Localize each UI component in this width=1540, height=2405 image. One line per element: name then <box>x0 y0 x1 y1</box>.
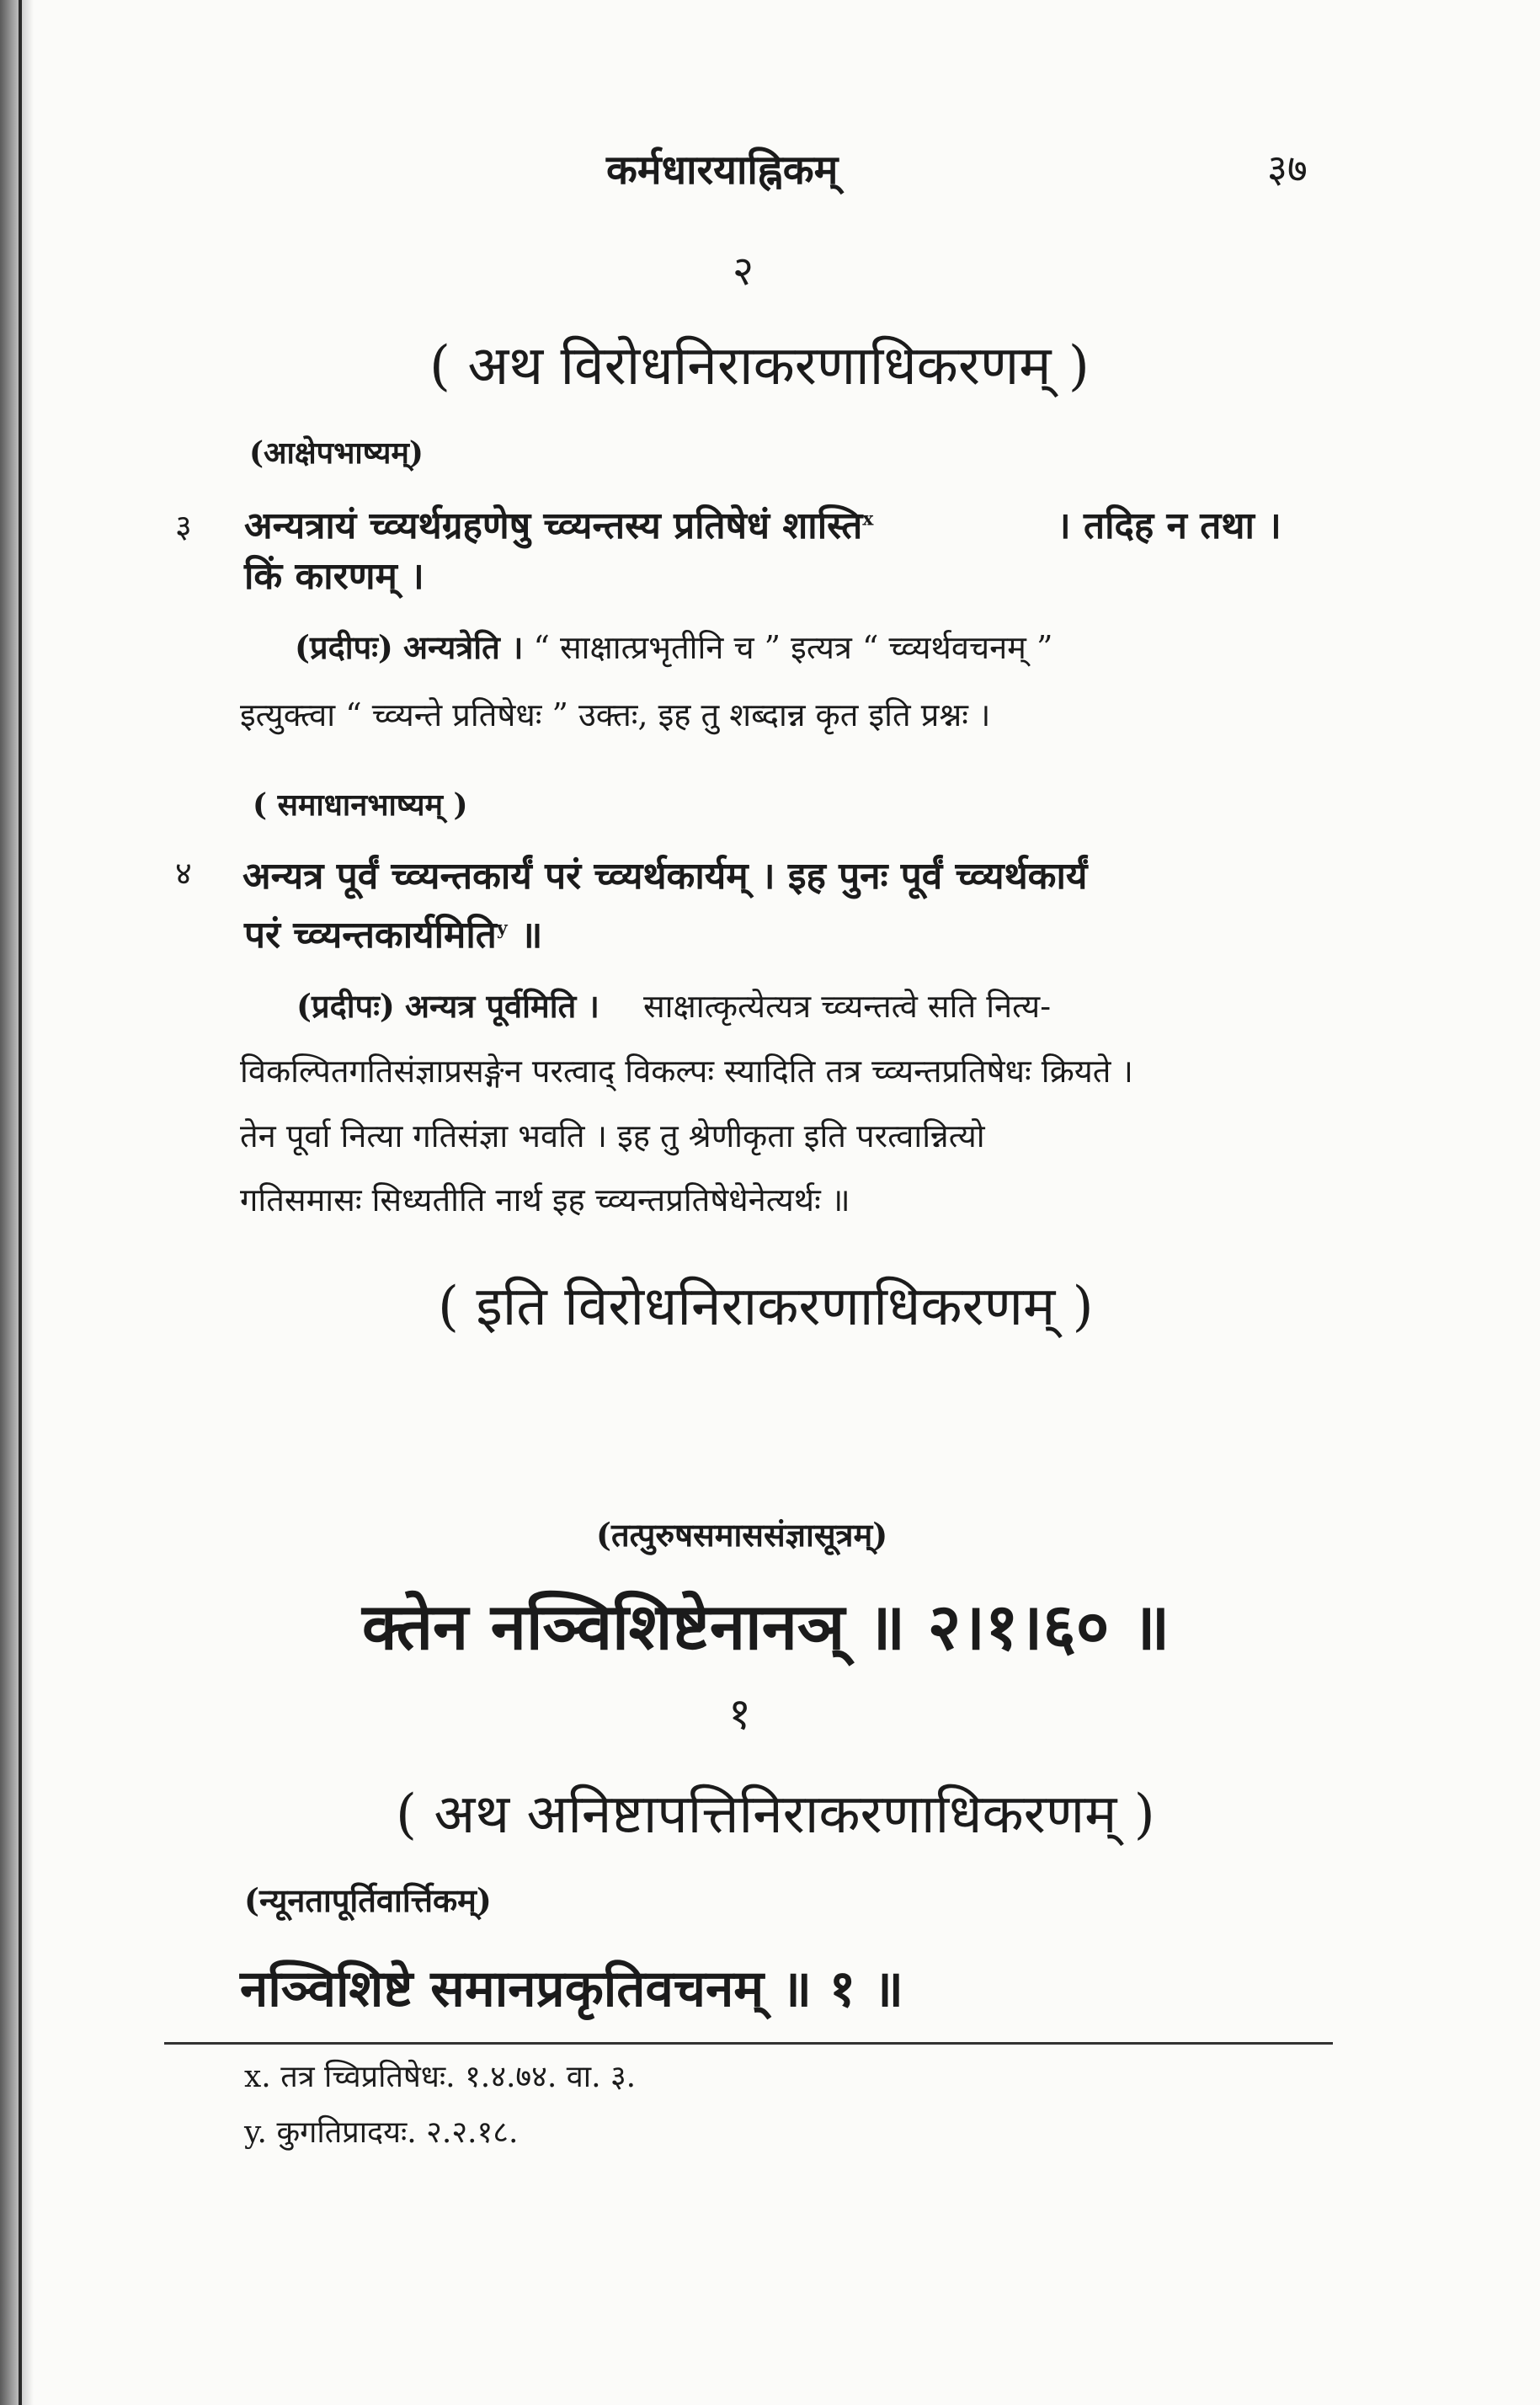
bhashya-line: किं कारणम् । <box>244 555 424 598</box>
pradipa-commentary-line: इत्युक्त्वा “ च्व्यन्ते प्रतिषेधः ” उक्तः, इह तु शब्दान्न कृत इति प्रश्नः । <box>240 696 991 733</box>
pradipa-head: अन्यत्रेति । <box>402 628 524 666</box>
section-end-title: ( इति विरोधनिराकरणाधिकरणम् ) <box>438 1276 1094 1338</box>
pradipa-commentary-line: तेन पूर्वा नित्या गतिसंज्ञा भवति । इह तु श्रेणीकृता इति परत्वान्नित्यो <box>240 1117 985 1155</box>
section-title: ( अथ विरोधनिराकरणाधिकरणम् ) <box>429 335 1090 397</box>
binding-shadow-line <box>19 0 22 2405</box>
vartika-text: नञ्विशिष्टे समानप्रकृतिवचनम् ॥ १ ॥ <box>240 1960 903 2018</box>
pradipa-label: (प्रदीपः) <box>295 628 393 666</box>
running-header-title: कर्मधारयाह्निकम् <box>606 147 839 194</box>
vartika-label: (न्यूनतापूर्तिवार्त्तिकम्) <box>244 1881 492 1919</box>
pradipa-commentary-line: विकल्पितगतिसंज्ञाप्रसङ्गेन परत्वाद् विकल्पः स्यादिति तत्र च्व्यन्तप्रतिषेधः क्रियते । <box>240 1053 1133 1090</box>
pradipa-commentary-line <box>295 625 1052 669</box>
bhashya-line-end: । तदिह न तथा । <box>1057 504 1282 547</box>
bhashya-text: अन्यत्रायं च्व्यर्थग्रहणेषु च्व्यन्तस्य प्रतिषेधं शास्ति <box>244 504 863 547</box>
pradipa-commentary-line: गतिसमासः सिध्यतीति नार्थ इह च्व्यन्तप्रतिषेधेनेत्यर्थः ॥ <box>240 1181 850 1218</box>
samadhana-bhashya-label: ( समाधानभाष्यम् ) <box>253 787 468 823</box>
pradipa-text: “ साक्षात्प्रभृतीनि च ” इत्यत्र “ च्व्यर्थवचनम् ” <box>533 629 1053 666</box>
verse-end-mark: ॥ <box>520 914 543 957</box>
bhashya-line: अन्यत्र पूर्वं च्व्यन्तकार्यं परं च्व्यर्थकार्यम् । इह पुनः पूर्वं च्व्यर्थकार्यं <box>242 855 1088 898</box>
footnote-rule <box>164 2042 1333 2045</box>
tatpurusha-sutra-label: (तत्पुरुषसमाससंज्ञासूत्रम्) <box>596 1516 888 1554</box>
pradipa-commentary-line <box>296 984 1051 1027</box>
paragraph-number: ३ <box>175 508 192 545</box>
pradipa-head: अन्यत्र पूर्वमिति । <box>404 987 599 1025</box>
bhashya-line <box>244 908 542 958</box>
paragraph-number: ४ <box>175 855 192 892</box>
footnote-mark: x <box>862 508 874 531</box>
section-number: २ <box>733 248 754 295</box>
footnote-marker: y. <box>244 2115 267 2150</box>
section-title: ( अथ अनिष्टापत्तिनिराकरणाधिकरणम् ) <box>396 1784 1155 1846</box>
footnote-marker: x. <box>244 2060 271 2094</box>
bhashya-line <box>244 499 873 549</box>
section-number: १ <box>728 1689 752 1740</box>
footnote-y <box>244 2110 518 2152</box>
footnote-text: तत्र च्विप्रतिषेधः. १.४.७४. वा. ३. <box>280 2060 637 2094</box>
bhashya-text: परं च्व्यन्तकार्यमिति <box>244 914 497 957</box>
footnote-x <box>244 2055 636 2096</box>
footnote-text: कुगतिप्रादयः. २.२.१८. <box>276 2115 519 2150</box>
pradipa-text: साक्षात्कृत्येत्यत्र च्व्यन्तत्वे सति नित्य- <box>642 988 1052 1025</box>
sutra-text: क्तेन नञ्विशिष्टेनानञ् ॥ २।१।६० ॥ <box>362 1589 1170 1664</box>
aksepa-bhashya-label: (आक्षेपभाष्यम्) <box>249 435 424 471</box>
footnote-mark: y <box>496 917 508 940</box>
page-number: ३७ <box>1267 146 1308 191</box>
pradipa-label: (प्रदीपः) <box>296 987 395 1025</box>
scanned-binding-edge <box>0 0 34 2405</box>
